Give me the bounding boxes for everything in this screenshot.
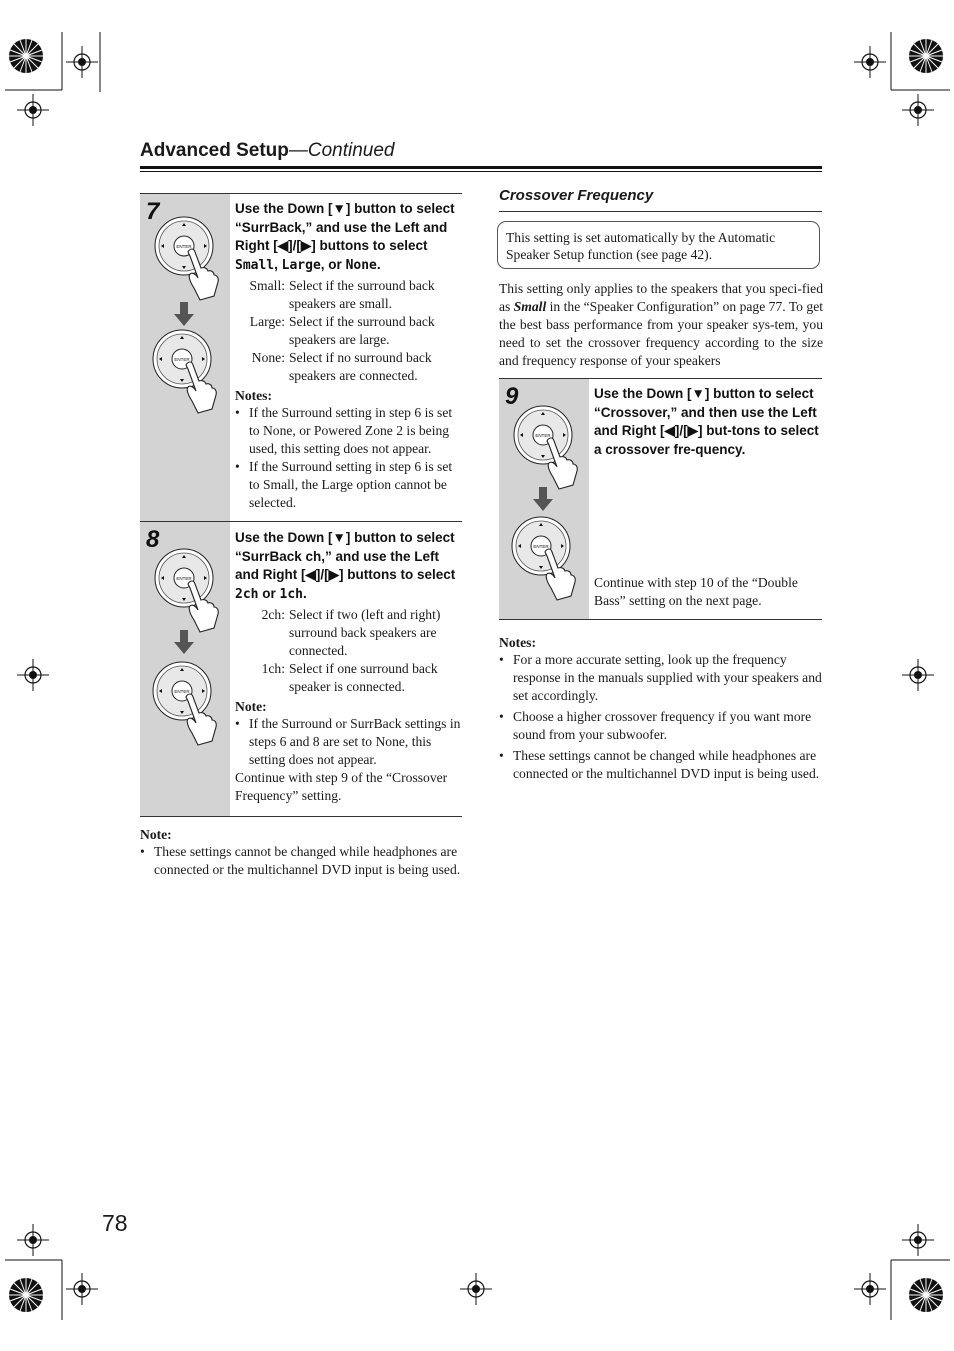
- down-arrow-glyph: ▼: [332, 530, 346, 545]
- crossover-title: Crossover Frequency: [499, 187, 654, 204]
- note-item: • These settings cannot be changed while headphones are connected or the multichannel DVD input is being used.: [499, 747, 822, 783]
- left-arrow-glyph: ◀: [664, 423, 675, 438]
- def-desc: Select if no surround back speakers are connected.: [289, 350, 432, 383]
- note-item: • These settings cannot be changed while headphones are connected or the multichannel DVD input is being used.: [140, 843, 462, 879]
- def-term: None:: [251, 350, 285, 365]
- option-1ch: 1ch: [279, 586, 303, 602]
- def-desc: Select if the surround back speakers are large.: [289, 314, 435, 347]
- starburst-mark-icon: [9, 1278, 43, 1312]
- def-term: Large:: [249, 314, 285, 329]
- registration-mark-icon: [17, 1224, 49, 1256]
- registration-mark-icon: [854, 1273, 886, 1305]
- def-term: 2ch:: [261, 607, 285, 622]
- step-number: 9: [505, 383, 519, 410]
- remote-enter-button-icon: [152, 661, 222, 761]
- registration-mark-icon: [460, 1273, 492, 1305]
- right-arrow-glyph: ▶: [687, 423, 699, 438]
- step-instruction: Use the Down [▼] button to select “SurrBack ch,” and use the Left and Right [◀]/[▶] buttons to select 2ch or 1ch.: [235, 530, 456, 602]
- left-arrow-glyph: ◀: [305, 567, 316, 582]
- registration-mark-icon: [902, 659, 934, 691]
- note-item: • If the Surround setting in step 6 is set to Small, the Large option cannot be selected.: [235, 458, 462, 512]
- option-small: Small: [235, 257, 275, 273]
- remote-enter-button-icon: [511, 516, 581, 616]
- step-instruction: Use the Down [▼] button to select “SurrBack,” and use the Left and Right [◀]/[▶] buttons to select Small, Large, or None.: [235, 201, 455, 273]
- continue-text: Continue with step 10 of the “Double Bass” setting on the next page.: [594, 575, 798, 608]
- def-desc: Select if two (left and right) surround back speakers are connected.: [289, 607, 441, 658]
- crossover-paragraph: This setting only applies to the speakers that you speci-fied as Small in the “Speaker Configuration” on page 77. To get the best bass performance from your speaker sys-tem, you need to set the crossover frequency according to the size and frequency response of your speakers: [499, 281, 824, 368]
- right-arrow-glyph: ▶: [300, 238, 312, 253]
- def-term: Small:: [249, 278, 285, 293]
- step-7-box: [140, 193, 462, 522]
- remote-enter-button-icon: [154, 216, 224, 316]
- notes-list: [140, 843, 462, 879]
- notes-title: Note:: [140, 827, 172, 842]
- remote-enter-button-icon: [152, 329, 222, 429]
- registration-mark-icon: [854, 46, 886, 78]
- crossover-rule: [499, 211, 822, 212]
- notes-title: Notes:: [499, 635, 536, 650]
- step-number: 7: [146, 198, 160, 225]
- starburst-mark-icon: [9, 39, 43, 73]
- registration-mark-icon: [66, 46, 98, 78]
- note-item: • Choose a higher crossover frequency if you want more sound from your subwoofer.: [499, 708, 822, 744]
- registration-mark-icon: [17, 659, 49, 691]
- registration-mark-icon: [66, 1273, 98, 1305]
- continue-text: Continue with step 9 of the “Crossover Frequency” setting.: [235, 770, 448, 803]
- option-definitions: [235, 606, 462, 696]
- section-title: Advanced Setup: [140, 140, 289, 161]
- def-desc: Select if the surround back speakers are small.: [289, 278, 435, 311]
- note-item: • If the Surround setting in step 6 is set to None, or Powered Zone 2 is being used, this setting does not appear.: [235, 404, 462, 458]
- down-arrow-glyph: ▼: [332, 201, 346, 216]
- option-2ch: 2ch: [235, 586, 259, 602]
- continued-label: —Continued: [288, 140, 395, 161]
- option-none: None: [345, 257, 377, 273]
- note-item: • For a more accurate setting, look up the frequency response in the manuals supplied with your speakers and set accordingly.: [499, 651, 822, 705]
- note-item: • If the Surround or SurrBack settings in steps 6 and 8 are set to None, this setting does not appear.: [235, 715, 462, 769]
- auto-setup-box: This setting is set automatically by the Automatic Speaker Setup function (see page 42).: [497, 221, 820, 269]
- option-definitions: [235, 277, 462, 385]
- step-8-box: [140, 521, 462, 817]
- registration-mark-icon: [17, 94, 49, 126]
- def-term: 1ch:: [261, 661, 285, 676]
- page-header-title: [140, 140, 395, 162]
- emphasis-small: Small: [513, 299, 547, 314]
- notes-list: [235, 404, 462, 512]
- down-arrow-icon: [174, 302, 194, 326]
- right-notes: [499, 632, 822, 783]
- left-note: [140, 824, 462, 879]
- down-arrow-icon: [533, 487, 553, 511]
- header-rule: [140, 166, 822, 169]
- down-arrow-glyph: ▼: [691, 386, 705, 401]
- notes-title: Note:: [235, 699, 267, 714]
- starburst-mark-icon: [909, 39, 943, 73]
- def-desc: Select if one surround back speaker is connected.: [289, 661, 438, 694]
- down-arrow-icon: [174, 630, 194, 654]
- header-rule-thin: [140, 171, 822, 172]
- step-number: 8: [146, 526, 160, 553]
- notes-list: [235, 715, 462, 769]
- notes-title: Notes:: [235, 388, 272, 403]
- starburst-mark-icon: [909, 1278, 943, 1312]
- step-9-box: [499, 378, 822, 620]
- option-large: Large: [281, 257, 321, 273]
- step-instruction: Use the Down [▼] button to select “Crossover,” and then use the Left and Right [◀]/[▶] but-tons to select a crossover fre-quency.: [594, 386, 819, 457]
- registration-mark-icon: [902, 94, 934, 126]
- registration-mark-icon: [902, 1224, 934, 1256]
- notes-list: [499, 651, 822, 783]
- page-number: 78: [102, 1210, 128, 1236]
- left-arrow-glyph: ◀: [277, 238, 289, 253]
- right-arrow-glyph: ▶: [328, 567, 340, 582]
